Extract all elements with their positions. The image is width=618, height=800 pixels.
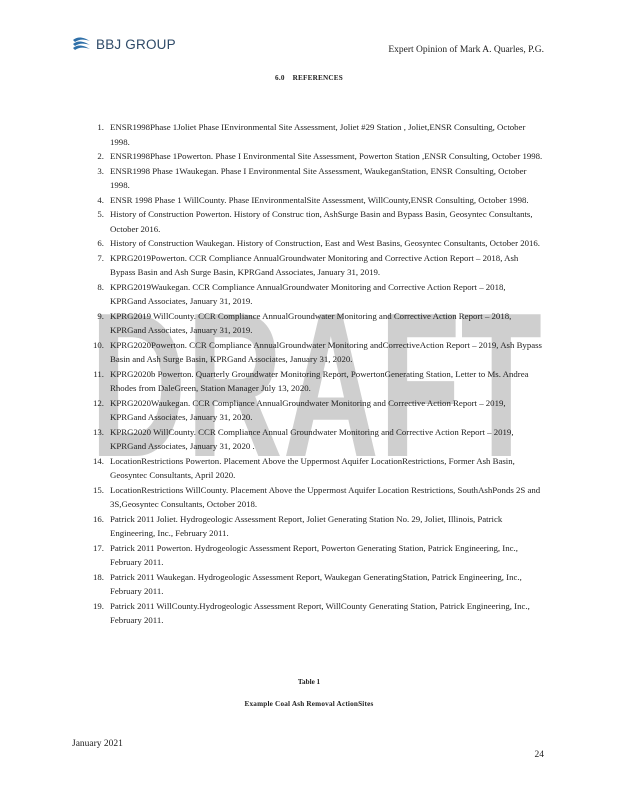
reference-number: 13. [93, 426, 104, 437]
company-logo [72, 36, 176, 52]
reference-item [88, 251, 543, 280]
reference-text: KPRG2019Powerton. CCR Compliance AnnualGroundwater Monitoring and Corrective Action Report – 2018, Ash Bypass Basin and Ash Surge Basin, KPRGand Associates, January 31, 2019. [110, 252, 519, 277]
reference-item [88, 396, 543, 425]
reference-number: 1. [97, 122, 104, 132]
reference-number: 14. [93, 455, 104, 466]
reference-item [88, 120, 543, 149]
reference-text: LocationRestrictions WillCounty. Placement Above the Uppermost Aquifer Location Restrictions, SouthAshPonds 2S and 3S,Geosyntec Consultants, October 2018. [110, 484, 541, 509]
reference-number: 7. [97, 252, 104, 263]
reference-item [88, 236, 543, 251]
reference-text: KPRG2020Waukegan. CCR Compliance AnnualGroundwater Monitoring and Corrective Action Report – 2019, KPRGand Associates, January 31, 2020. [110, 397, 506, 422]
watermark-text: DRAFT [90, 284, 542, 474]
reference-number: 8. [97, 281, 104, 292]
reference-number: 5. [97, 209, 104, 219]
reference-item [88, 280, 543, 309]
table-subtitle: Example Coal Ash Removal ActionSites [244, 700, 374, 708]
reference-text: ENSR1998 Phase 1Waukegan. Phase I Environmental Site Assessment, WaukeganStation, ENSR Consulting, October 1998. [110, 165, 527, 190]
reference-text: Patrick 2011 WillCounty.Hydrogeologic Assessment Report, WillCounty Generating Station, Patrick Engineering, Inc., February 2011. [110, 600, 530, 625]
reference-item [88, 483, 543, 512]
reference-item [88, 454, 543, 483]
reference-text: ENSR1998Phase 1Powerton. Phase I Environmental Site Assessment, Powerton Station ,ENSR Consulting, October 1998. [110, 151, 543, 161]
reference-item [88, 541, 543, 570]
reference-text: ENSR1998Phase 1Joliet Phase IEnvironmental Site Assessment, Joliet #29 Station , Joliet,ENSR Consulting, October 1998. [110, 122, 526, 147]
reference-text: History of Construction Waukegan. History of Construction, East and West Basins, Geosyntec Consultants, October 2016. [110, 238, 540, 248]
reference-number: 18. [93, 571, 104, 582]
reference-text: Patrick 2011 Powerton. Hydrogeologic Assessment Report, Powerton Generating Station, Patrick Engineering, Inc., February 2011. [110, 542, 518, 567]
section-heading [0, 74, 618, 82]
reference-item [88, 425, 543, 454]
logo-text: BBJ GROUP [96, 36, 176, 52]
reference-text: KPRG2020b Powerton. Quarterly Groundwater Monitoring Report, PowertonGenerating Station, Letter to Ms. Andrea Rhodes from DaleGreen, Station Manager July 13, 2020. [110, 368, 529, 393]
reference-item [88, 149, 543, 164]
reference-item [88, 338, 543, 367]
reference-text: LocationRestrictions Powerton. Placement Above the Uppermost Aquifer LocationRestrictions, Former Ash Basin, Geosyntec Consultants, April 2020. [110, 455, 515, 480]
reference-item [88, 599, 543, 628]
reference-number: 15. [93, 484, 104, 495]
section-number: 6.0 [275, 74, 285, 82]
reference-text: KPRG2019Waukegan. CCR Compliance AnnualGroundwater Monitoring and Corrective Action Report – 2018, KPRGand Associates, January 31, 2019. [110, 281, 506, 306]
reference-number: 10. [93, 339, 104, 350]
reference-item [88, 207, 543, 236]
running-head: Expert Opinion of Mark A. Quarles, P.G. [388, 45, 544, 55]
reference-item [88, 309, 543, 338]
reference-list [88, 120, 543, 628]
reference-number: 9. [97, 310, 104, 321]
reference-item [88, 193, 543, 208]
section-title: REFERENCES [292, 74, 343, 82]
reference-number: 2. [97, 151, 104, 161]
reference-text: KPRG2020Powerton. CCR Compliance AnnualGroundwater Monitoring andCorrectiveAction Report – 2019, Ash Bypass Basin and Ash Surge Basin, KPRGand Associates, January 31, 2020. [110, 339, 542, 364]
reference-number: 3. [97, 165, 104, 176]
reference-text: Patrick 2011 Joliet. Hydrogeologic Assessment Report, Joliet Generating Station No. 29, Joliet, Illinois, Patrick Engineering, Inc., February 2011. [110, 513, 503, 538]
reference-text: History of Construction Powerton. History of Construc tion, AshSurge Basin and Bypass Basin, Geosyntec Consultants, October 2016. [110, 209, 533, 234]
reference-item [88, 512, 543, 541]
reference-text: KPRG2020 WillCounty. CCR Compliance Annual Groundwater Monitoring and Corrective Action Report – 2019, KPRGand Associates, January 31, 2020 . [110, 426, 514, 451]
reference-text: Patrick 2011 Waukegan. Hydrogeologic Assessment Report, Waukegan GeneratingStation, Patrick Engineering, Inc., February 2011. [110, 571, 522, 596]
document-date: January 2021 [72, 739, 123, 749]
reference-item [88, 164, 543, 193]
reference-number: 6. [97, 238, 104, 248]
bbj-swoosh-icon [72, 36, 92, 52]
reference-number: 17. [93, 542, 104, 553]
reference-text: ENSR 1998 Phase 1 WillCounty. Phase IEnvironmentalSite Assessment, WillCounty,ENSR Consulting, October 1998. [110, 194, 529, 205]
reference-number: 4. [97, 194, 104, 205]
table-caption: Table 1 [297, 678, 321, 686]
reference-number: 11. [93, 368, 104, 379]
reference-item [88, 570, 543, 599]
reference-number: 12. [93, 397, 104, 408]
page-number: 24 [534, 750, 544, 760]
reference-text: KPRG2019 WillCounty. CCR Compliance AnnualGroundwater Monitoring and Corrective Action Report – 2018, KPRGand Associates, January 31, 2019. [110, 310, 512, 335]
reference-number: 19. [93, 600, 104, 611]
reference-number: 16. [93, 513, 104, 524]
reference-item [88, 367, 543, 396]
